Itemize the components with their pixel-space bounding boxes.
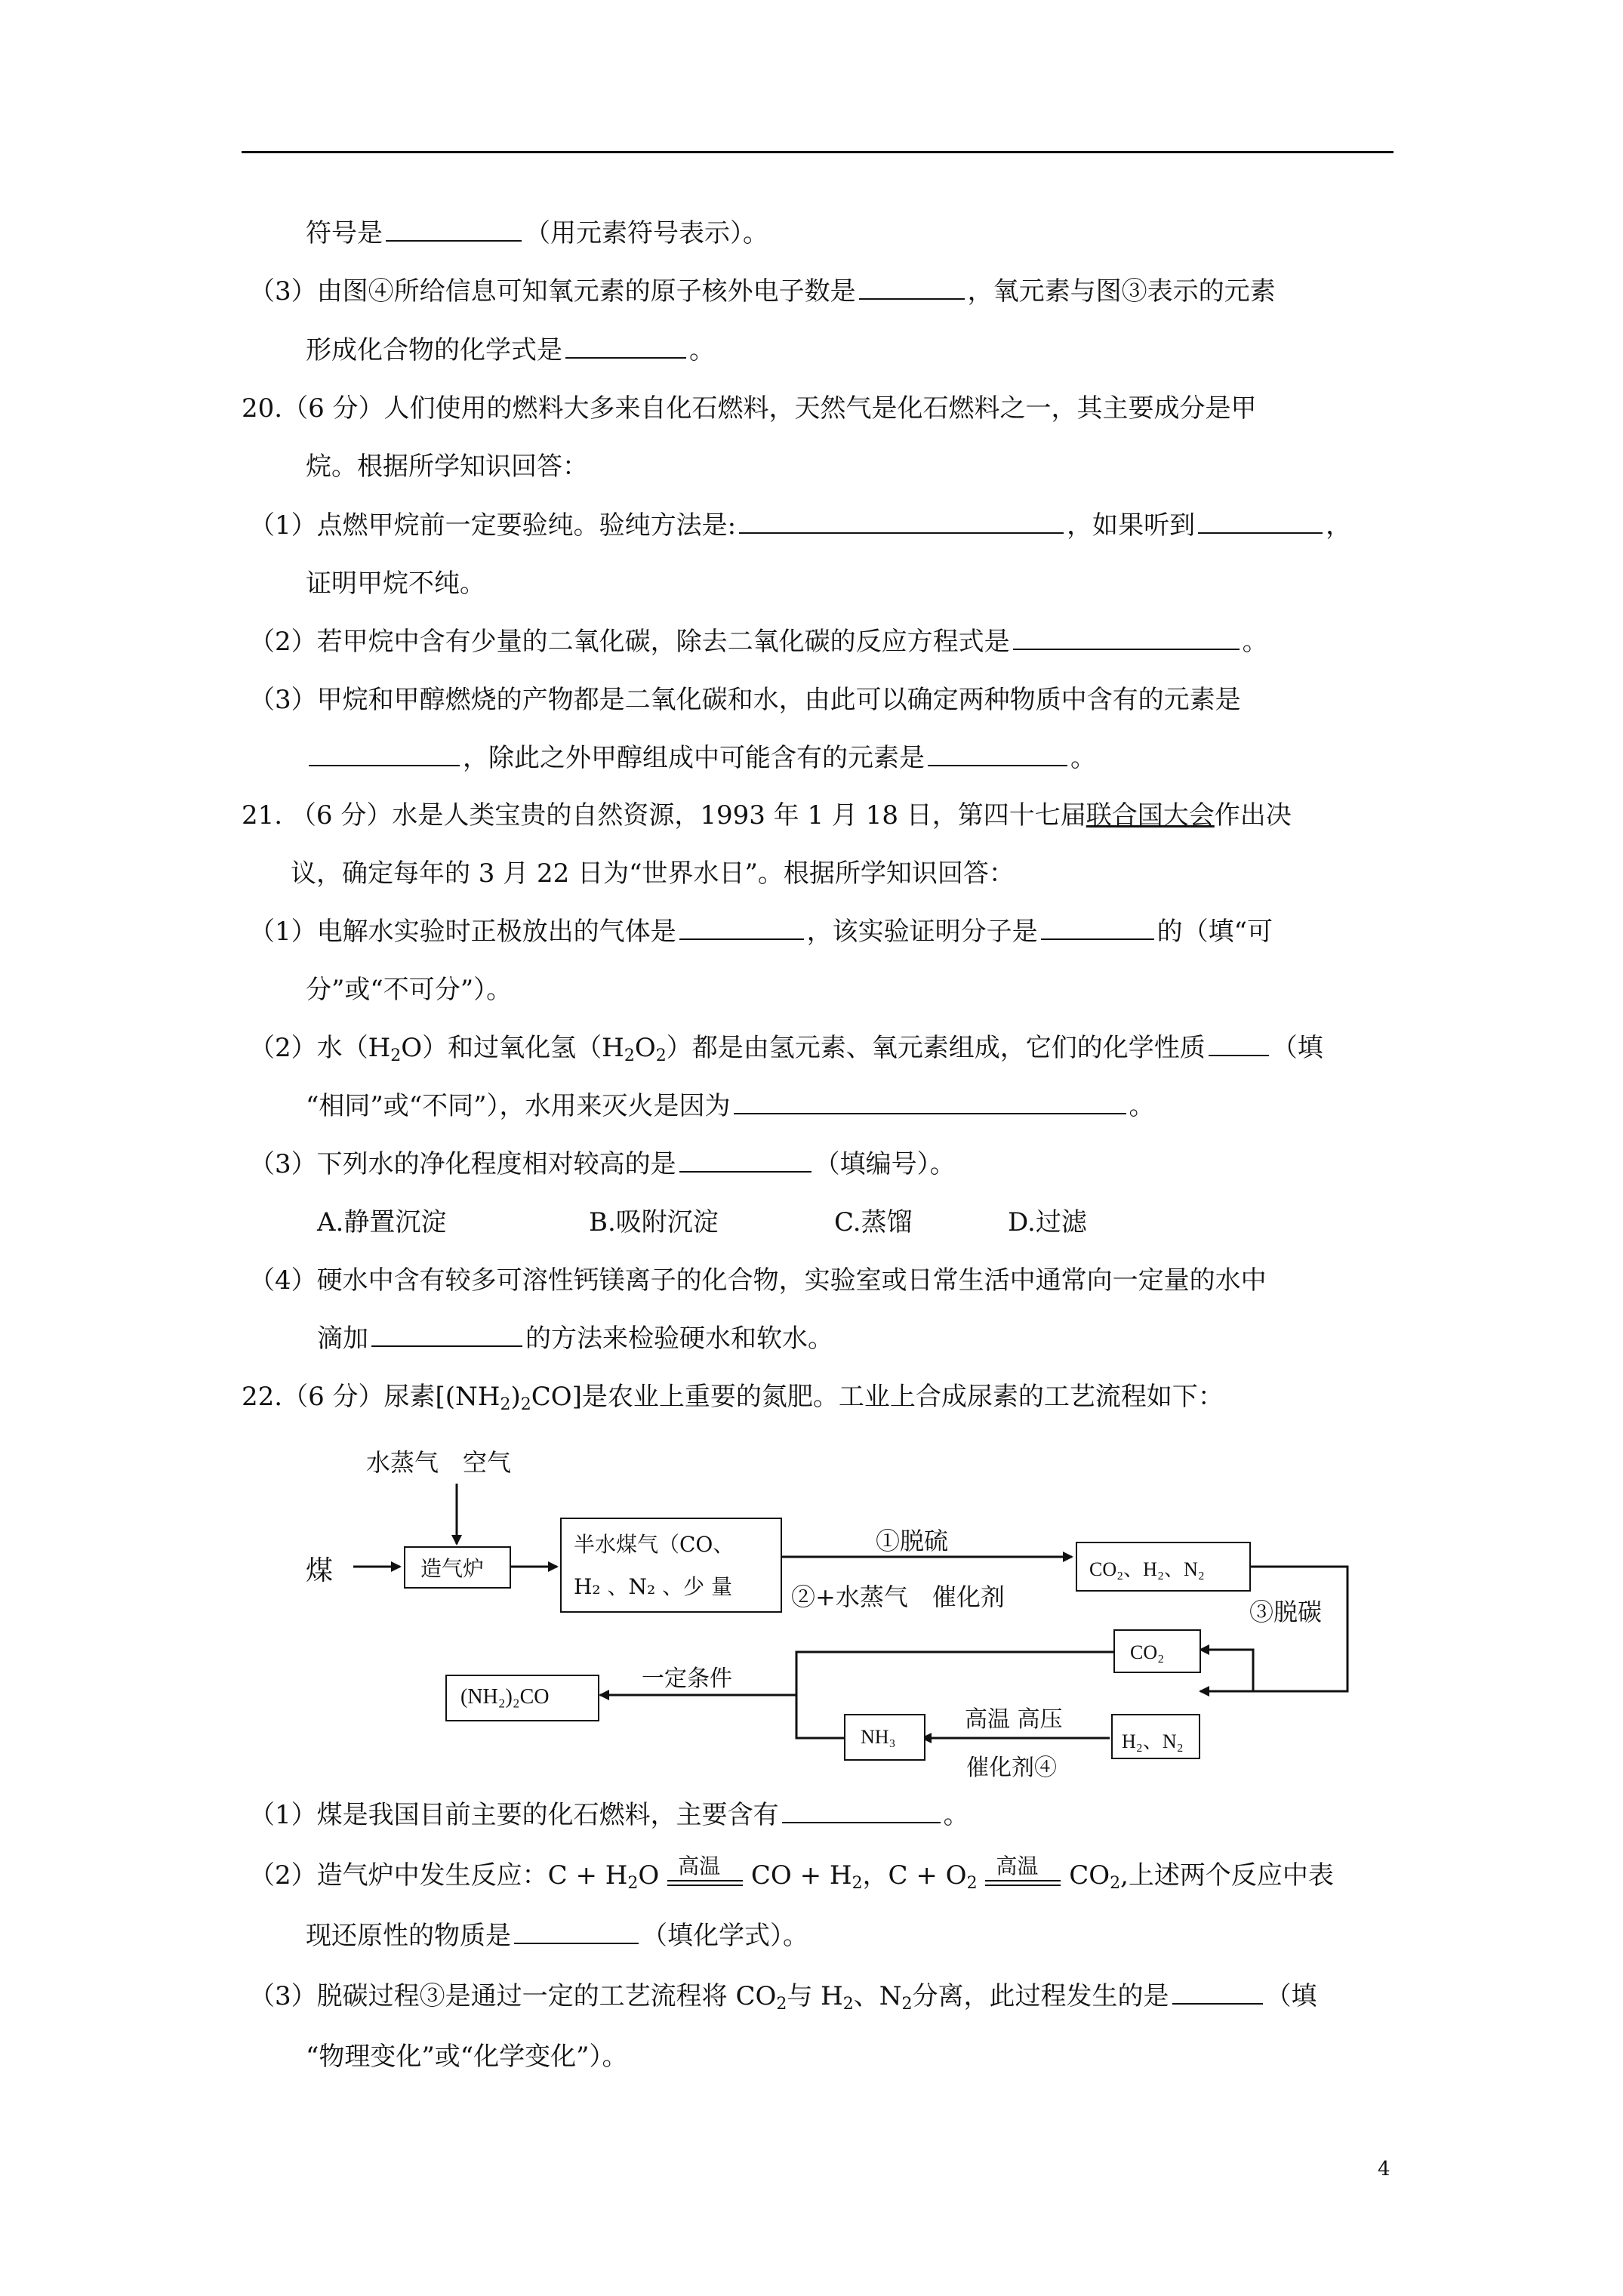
text-line: （4）硬水中含有较多可溶性钙镁离子的化合物，实验室或日常生活中通常向一定量的水中	[249, 1265, 1267, 1296]
answer-blank[interactable]	[386, 217, 522, 242]
answer-blank[interactable]	[1013, 626, 1240, 650]
text-line	[249, 914, 1273, 950]
answer-blank[interactable]	[859, 276, 965, 300]
text-line	[306, 215, 768, 251]
h2n2-box	[1111, 1714, 1200, 1759]
option-a: A.静置沉淀	[317, 1207, 447, 1237]
equation-condition: 高温	[667, 1857, 743, 1894]
q20-1b: ，如果听到	[1067, 510, 1196, 541]
q20-2a: （2）若甲烷中含有少量的二氧化碳，除去二氧化碳的反应方程式是	[249, 627, 1010, 657]
answer-blank[interactable]	[928, 742, 1067, 766]
answer-blank[interactable]	[1172, 1980, 1263, 2005]
text-line	[306, 740, 1096, 776]
co2-box	[1113, 1629, 1201, 1673]
furnace-box	[404, 1546, 511, 1589]
text-line: （3）甲烷和甲醇燃烧的产物都是二氧化碳和水，由此可以确定两种物质中含有的元素是	[249, 685, 1241, 715]
line1-text: 符号是	[306, 218, 383, 248]
text-line: （3）下列水的净化程度相对较高的是 （填编号）。	[249, 1149, 956, 1179]
answer-blank[interactable]	[1198, 510, 1323, 534]
step2-label: ②+水蒸气 催化剂	[791, 1583, 1005, 1611]
q21-head-a: 21. （6 分）水是人类宝贵的自然资源，1993 年 1 月 18 日，第四十七届	[242, 800, 1086, 831]
nh3-box	[844, 1714, 925, 1761]
furnace-label: 造气炉	[420, 1556, 485, 1581]
step3-label: ③脱碳	[1249, 1598, 1323, 1626]
q19-3a: （3）由图④所给信息可知氧元素的原子核外电子数是	[249, 276, 856, 307]
text-line: “相同”或“不同”），水用来灭火是因为 。	[306, 1091, 1155, 1121]
urea-box	[445, 1675, 599, 1721]
question-heading: 22.（6 分）尿素$[(NH_2)_2CO]$是农业上重要的氮肥。工业上合成尿素的工艺流程如下：	[242, 1382, 1224, 1414]
text-line: 证明甲烷不纯。	[306, 569, 485, 599]
semi-water-gas-line1: 半水煤气（CO、	[574, 1532, 735, 1557]
q20-3b: ，除此之外甲醇组成中可能含有的元素是	[463, 743, 925, 773]
certain-conditions-label: 一定条件	[642, 1666, 732, 1692]
h2n2-label: H₂、N₂	[1122, 1730, 1184, 1752]
flow-inputs-label: 水蒸气 空气	[366, 1448, 512, 1477]
text-line: （3）脱碳过程③是通过一定的工艺流程将 $CO_2$与 $H_2$、$N_2$分离，此过程发生的是 （填	[249, 1981, 1317, 2014]
text-line	[249, 273, 1276, 310]
semi-water-gas-box	[560, 1518, 782, 1613]
answer-blank[interactable]	[679, 916, 804, 940]
mix-gas-box	[1076, 1542, 1251, 1592]
q19-3c: 形成化合物的化学式是	[306, 335, 562, 365]
line1b-text: （用元素符号表示）。	[525, 218, 768, 248]
text-line: 议，确定每年的 3 月 22 日为“世界水日”。根据所学知识回答：	[291, 858, 1015, 889]
text-line: 烷。根据所学知识回答：	[306, 451, 588, 482]
answer-blank[interactable]	[739, 510, 1064, 534]
answer-blank[interactable]	[679, 1148, 812, 1173]
semi-water-gas-line2: H₂ 、N₂ 、少 量	[574, 1574, 733, 1599]
mix-gas-label: CO₂、H₂、N₂	[1089, 1558, 1205, 1580]
text-line	[249, 507, 1351, 544]
catalyst-label: 催化剂④	[966, 1755, 1057, 1781]
flow-coal-label: 煤	[306, 1555, 334, 1586]
q21-1c: 的（填“可	[1156, 917, 1273, 947]
option-c: C.蒸馏	[834, 1207, 913, 1237]
answer-blank[interactable]	[309, 742, 460, 766]
text-line: （2）水$(H_2O)$和过氧化氢$(H_2O_2)$都是由氢元素、氧元素组成，它们的化学性质 （填	[249, 1033, 1323, 1065]
text-line: 滴加 的方法来检验硬水和软水。	[317, 1324, 833, 1354]
text-line: （2）造气炉中发生反应：$C + H_2O$ 高温 CO + $H_2$，$C + O_2$ 高温 $CO_2$,上述两个反应中表	[249, 1854, 1334, 1893]
text-line	[306, 332, 715, 368]
text-line: 现还原性的物质是 （填化学式）。	[306, 1921, 808, 1951]
text-line: （1）煤是我国目前主要的化石燃料，主要含有 。	[249, 1800, 969, 1830]
text-line: 分”或“不可分”）。	[306, 975, 513, 1005]
answer-blank[interactable]	[1209, 1032, 1269, 1056]
q19-3d: 。	[689, 335, 715, 365]
nh3-label: NH₃	[861, 1726, 896, 1748]
question-heading: 20.（6 分）人们使用的燃料大多来自化石燃料，天然气是化石燃料之一，其主要成分是甲	[242, 393, 1257, 424]
header-rule	[242, 151, 1394, 153]
question-heading	[242, 797, 1292, 834]
q20-3c: 。	[1070, 743, 1096, 773]
page-number: 4	[1378, 2158, 1390, 2180]
q21-head-b: 作出决	[1214, 800, 1292, 831]
answer-blank[interactable]	[1041, 916, 1154, 940]
option-d: D.过滤	[1008, 1207, 1087, 1237]
q20-2b: 。	[1242, 627, 1268, 657]
answer-blank[interactable]	[514, 1920, 639, 1944]
un-assembly-link[interactable]: 联合国大会	[1086, 800, 1215, 831]
answer-blank[interactable]	[734, 1090, 1126, 1114]
q21-1a: （1）电解水实验时正极放出的气体是	[249, 917, 676, 947]
text-line	[249, 624, 1268, 660]
q21-1b: ，该实验证明分子是	[806, 917, 1038, 947]
q20-1c: ，	[1326, 510, 1352, 541]
co2-label: CO₂	[1130, 1641, 1165, 1663]
equation-condition: 高温	[985, 1857, 1061, 1894]
answer-blank[interactable]	[565, 334, 686, 359]
q20-1a: （1）点燃甲烷前一定要验纯。验纯方法是:	[249, 510, 737, 541]
q19-3b: ，氧元素与图③表示的元素	[967, 276, 1276, 307]
option-b: B.吸附沉淀	[589, 1207, 719, 1237]
answer-blank[interactable]	[782, 1799, 941, 1823]
synthesis-conditions: 高温 高压	[965, 1706, 1063, 1733]
urea-label: (NH₂)₂CO	[460, 1685, 550, 1709]
step1-label: ①脱硫	[876, 1527, 949, 1555]
answer-blank[interactable]	[371, 1323, 522, 1347]
text-line: “物理变化”或“化学变化”）。	[306, 2042, 628, 2072]
